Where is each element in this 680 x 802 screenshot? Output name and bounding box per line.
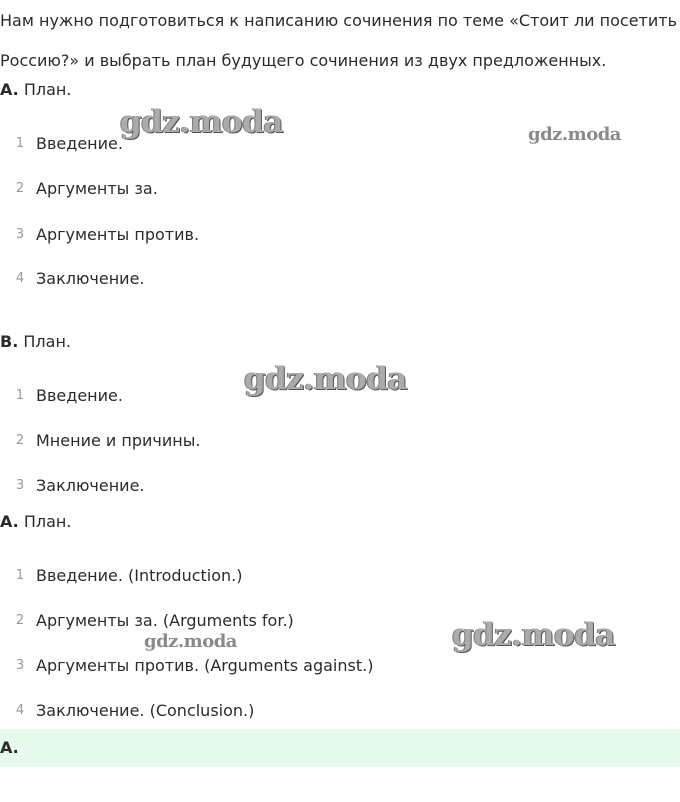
- list-text: Введение.: [36, 134, 123, 153]
- list-number: 2: [15, 613, 25, 628]
- list-text: Заключение.: [36, 269, 145, 288]
- answer-plan-heading: [0, 512, 71, 531]
- list-text: Заключение. (Conclusion.): [36, 701, 255, 720]
- list-text: Мнение и причины.: [36, 431, 201, 450]
- list-number: 2: [15, 181, 25, 196]
- list-text: Аргументы за.: [36, 179, 158, 198]
- list-number: 3: [15, 478, 25, 493]
- watermark: gdz.moda: [120, 104, 283, 140]
- plan-b-heading: [0, 332, 71, 351]
- list-number: 1: [15, 388, 25, 403]
- watermark: gdz.moda: [144, 631, 237, 652]
- plan-a-title: План.: [23, 80, 72, 99]
- list-number: 4: [15, 271, 25, 286]
- list-number: 3: [15, 658, 25, 673]
- watermark: gdz.moda: [452, 617, 615, 653]
- list-number: 1: [15, 568, 25, 583]
- answer-letter: A.: [0, 738, 19, 757]
- answer-plan-title: План.: [23, 512, 72, 531]
- list-text: Аргументы против. (Arguments against.): [36, 656, 374, 675]
- list-text: Аргументы против.: [36, 225, 200, 244]
- plan-b-letter: B.: [0, 332, 19, 351]
- answer-plan-letter: A.: [0, 512, 19, 531]
- task-description: [0, 6, 680, 76]
- list-text: Аргументы за. (Arguments for.): [36, 611, 294, 630]
- list-text: Заключение.: [36, 476, 145, 495]
- answer-box: [0, 729, 680, 767]
- watermark: gdz.moda: [244, 361, 407, 397]
- plan-a-letter: A.: [0, 80, 19, 99]
- watermark: gdz.moda: [528, 124, 621, 145]
- list-number: 4: [15, 703, 25, 718]
- task-text-line-2: Россию?» и выбрать план будущего сочинения из двух предложенных.: [0, 51, 607, 70]
- task-text-line-1: Нам нужно подготовиться к написанию сочинения по теме «Стоит ли посетить: [0, 11, 678, 30]
- list-text: Введение.: [36, 386, 123, 405]
- list-number: 3: [15, 227, 25, 242]
- plan-a-heading: [0, 80, 71, 99]
- plan-b-title: План.: [23, 332, 71, 351]
- list-text: Введение. (Introduction.): [36, 566, 243, 585]
- list-number: 1: [15, 136, 25, 151]
- list-number: 2: [15, 433, 25, 448]
